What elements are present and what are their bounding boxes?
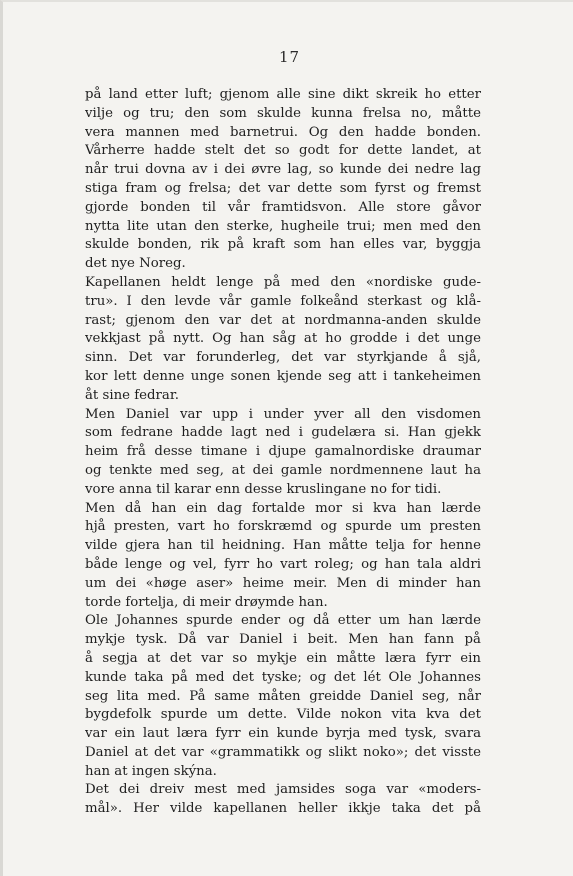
text-line: Ole Johannes spurde ender og då etter um han lærde — [85, 613, 481, 629]
text-line: Kapellanen heldt lenge på med den «nordiske gude- — [85, 274, 481, 290]
text-line: gjorde bonden til vår framtidsvon. Alle store gåvor — [85, 199, 481, 215]
text-line: seg lita med. På same måten greidde Daniel seg, når — [85, 688, 481, 704]
text-line: å segja at det var so mykje ein måtte læra fyrr ein — [85, 650, 481, 666]
text-line: vore anna til karar enn desse kruslingane no for tidi. — [85, 481, 442, 497]
text-line: heim frå desse timane i djupe gamalnordiske draumar — [85, 444, 481, 460]
text-line: kunde taka på med det tyske; og det lét Ole Johannes — [85, 669, 481, 685]
text-line: kor lett denne unge sonen kjende seg att i tankeheimen — [85, 368, 481, 384]
text-line: vilde gjera han til heidning. Han måtte telja for henne — [85, 538, 481, 554]
text-line: som fedrane hadde lagt ned i gudelæra si. Han gjekk — [85, 425, 481, 441]
page-number: 17 — [278, 48, 301, 66]
text-line: vera mannen med barnetrui. Og den hadde bonden. — [85, 124, 481, 140]
text-line: var ein laut læra fyrr ein kunde byrja med tysk, svara — [85, 726, 481, 742]
text-line: bygdefolk spurde um dette. Vilde nokon vita kva det — [85, 707, 481, 723]
text-line: det nye Noreg. — [85, 256, 186, 272]
text-line: på land etter luft; gjenom alle sine dikt skreik ho etter — [85, 87, 481, 102]
text-line: og tenkte med seg, at dei gamle nordmennene laut ha — [85, 462, 481, 478]
text-line: hjå presten, vart ho forskræmd og spurde um presten — [85, 519, 481, 535]
text-line: mål». Her vilde kapellanen heller ikkje taka det på — [85, 801, 481, 817]
text-line: nytta lite utan den sterke, hugheile trui; men med den — [85, 218, 481, 234]
text-line: både lenge og vel, fyrr ho vart roleg; og han tala aldri — [85, 556, 481, 572]
text-line: Daniel at det var «grammatikk og slikt noko»; det visste — [85, 744, 481, 760]
text-line: åt sine fedrar. — [85, 387, 179, 403]
text-line: Men då han ein dag fortalde mor si kva han lærde — [85, 500, 481, 516]
text-line: vekkjast på nytt. Og han såg at ho grodde i det unge — [85, 331, 481, 347]
text-line: han at ingen skýna. — [85, 763, 217, 779]
text-line: torde fortelja, di meir drøymde han. — [85, 594, 328, 610]
text-line: sinn. Det var forunderleg, det var styrkjande å sjå, — [85, 350, 481, 366]
body-text — [85, 86, 481, 819]
text-line: rast; gjenom den var det at nordmanna-anden skulde — [85, 312, 481, 328]
text-line: Det dei dreiv mest med jamsides soga var «moders- — [85, 782, 481, 798]
text-line: mykje tysk. Då var Daniel i beit. Men han fann på — [85, 632, 481, 648]
text-line: stiga fram og frelsa; det var dette som fyrst og fremst — [85, 180, 481, 196]
text-line: um dei «høge aser» heime meir. Men di minder han — [85, 575, 481, 591]
text-line: når trui dovna av i dei øvre lag, so kunde dei nedre lag — [85, 162, 481, 178]
text-line: Vårherre hadde stelt det so godt for dette landet, at — [85, 143, 481, 159]
text-line: tru». I den levde vår gamle folkeånd sterkast og klå- — [85, 293, 481, 309]
text-line: skulde bonden, rik på kraft som han elles var, byggja — [85, 237, 481, 253]
text-line: vilje og tru; den som skulde kunna frelsa no, måtte — [85, 105, 481, 121]
text-line: Men Daniel var upp i under yver all den visdomen — [85, 406, 481, 422]
